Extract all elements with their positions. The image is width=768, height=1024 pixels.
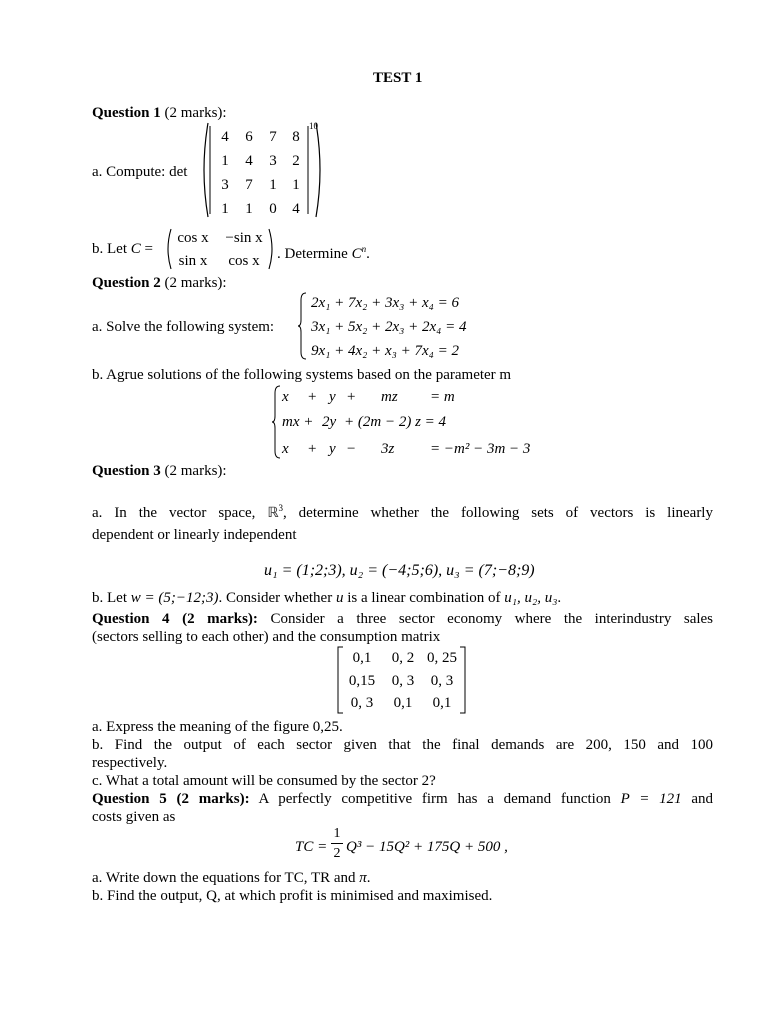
q3-heading (92, 462, 227, 480)
q2b-s3-rhs: = −m² − 3m − 3 (430, 441, 531, 457)
q2-marks: (2 marks): (164, 275, 227, 291)
q4-marks: (2 marks): (182, 611, 258, 627)
q1-heading (92, 104, 227, 122)
q5-frac-bar (331, 843, 343, 844)
q3-marks: (2 marks): (164, 463, 227, 479)
q3b-u: u (335, 590, 344, 606)
q1-matrix-cell: 1 (292, 177, 300, 193)
q1-outer-right-paren (315, 122, 325, 218)
q2b-s2-term: mx + (282, 414, 314, 430)
q3a-space-exp: 3 (278, 503, 284, 513)
q2a-equation-3: 9x₁ + 4x₂ + x₃ + 7x₄ = 2 (311, 343, 459, 359)
q5-tc-rhs: Q³ − 15Q² + 175Q + 500 , (346, 839, 508, 855)
q1-matrix-cell: 6 (245, 129, 253, 145)
q2a-brace (297, 292, 307, 360)
q1-matrix-cell: 3 (269, 153, 277, 169)
q2b-s3-term: 3z (381, 441, 395, 457)
q2b-s1-term: mz (381, 389, 398, 405)
q1-matrix-cell: 1 (269, 177, 277, 193)
q1-matrix-cell: 8 (292, 129, 300, 145)
q4b-line-1: b. Find the output of each sector given that the final demands are 200, 150 and 100 (92, 737, 713, 753)
q1-matrix-cell: 0 (269, 201, 277, 217)
q3b-mid2: is a linear combination of (347, 590, 501, 606)
q1b-matrix-cell: −sin x (225, 230, 263, 246)
q4-matrix-cell: 0, 3 (430, 673, 454, 689)
q2a-label: a. Solve the following system: (92, 319, 275, 335)
q5b: b. Find the output, Q, at which profit is minimised and maximised. (92, 888, 493, 904)
q1b-eq: = (144, 241, 153, 257)
q1b-let: b. Let (92, 241, 127, 257)
q1-matrix-cell: 1 (221, 201, 229, 217)
q4-matrix-cell: 0,15 (348, 673, 376, 689)
q4-matrix-cell: 0, 25 (427, 650, 457, 666)
q2b-s3-term: y (329, 441, 336, 457)
q5a (92, 869, 371, 887)
q1-matrix-cell: 1 (221, 153, 229, 169)
q4-intro-line-2: (sectors selling to each other) and the consumption matrix (92, 629, 441, 645)
q3a-post: , determine whether the following sets of vectors is linearly (283, 505, 713, 521)
q3b-pre: b. Let (92, 590, 127, 606)
q2b-s2-term: 2y (322, 414, 337, 430)
q1-marks: (2 marks): (164, 105, 227, 121)
q5-intro-line-2: costs given as (92, 809, 176, 825)
q1-heading-label: Question 1 (92, 105, 161, 121)
q3b-mid: . Consider whether (218, 590, 333, 606)
q1a-label: a. Compute: det (92, 164, 188, 180)
q3a-pre: a. In the vector space, (92, 505, 256, 521)
q2-heading (92, 274, 227, 292)
q3-heading-label: Question 3 (92, 463, 161, 479)
q1-matrix-cell: 2 (292, 153, 300, 169)
q2a-equation-1: 2x₁ + 7x₂ + 3x₃ + x₄ = 6 (311, 295, 459, 311)
q1b-label (92, 240, 153, 258)
q2-heading-label: Question 2 (92, 275, 161, 291)
q4-matrix-cell: 0,1 (432, 695, 452, 711)
q1-matrix-cell: 3 (221, 177, 229, 193)
q3b-w: w = (5;−12;3) (130, 590, 219, 606)
q4b-line-2: respectively. (92, 755, 168, 771)
q1b-var: C (130, 241, 141, 257)
q2a-equation-2: 3x₁ + 5x₂ + 2x₃ + 2x₄ = 4 (311, 319, 467, 335)
q4c: c. What a total amount will be consumed by the sector 2? (92, 773, 436, 789)
real-space-symbol: ℝ (267, 505, 279, 521)
page-title: TEST 1 (373, 70, 423, 86)
q5-intro-pre: A perfectly competitive firm has a demand function (258, 791, 611, 807)
q1b-matrix-cell: sin x (178, 253, 208, 269)
q1b-end: . (366, 246, 370, 262)
q4-matrix-cell: 0,1 (352, 650, 372, 666)
q5-frac-den: 2 (333, 846, 341, 861)
q4-intro-line-1 (92, 610, 713, 628)
q1b-target: C (351, 246, 362, 262)
q5a-pi: π (359, 870, 367, 886)
q2b-s1-term: x (282, 389, 289, 405)
q4-matrix-cell: 0, 2 (391, 650, 415, 666)
q5-intro-post: and (691, 791, 714, 807)
q2b-s2-rest: + (2m − 2) z = 4 (344, 414, 447, 430)
q1b-determine: . Determine (277, 246, 348, 262)
q4-intro-1: Consider a three sector economy where the interindustry sales (270, 611, 714, 627)
q2b-s1-op: + (308, 389, 317, 405)
q3b-list: u₁, u₂, u₃ (504, 590, 558, 606)
q5-intro-line-1 (92, 790, 713, 808)
q1b-determine-line (277, 240, 370, 263)
q5-tc-lhs: TC = (295, 839, 328, 855)
q4a: a. Express the meaning of the figure 0,25. (92, 719, 343, 735)
q2b-label: b. Agrue solutions of the following systems based on the parameter m (92, 367, 512, 383)
q1-power: 10 (309, 121, 318, 131)
q2b-s1-term: y (329, 389, 336, 405)
q1-matrix-cell: 4 (292, 201, 300, 217)
q2b-brace (271, 385, 281, 459)
q2b-s3-op: + (308, 441, 317, 457)
q1b-matrix-cell: cos x (228, 253, 260, 269)
q4-matrix-cell: 0, 3 (350, 695, 374, 711)
q3b-end: . (557, 590, 562, 606)
q4-matrix-cell: 0,1 (393, 695, 413, 711)
q1-matrix-cell: 7 (245, 177, 253, 193)
q1b-target-exp: n (361, 244, 367, 254)
q1-matrix-cell: 1 (245, 201, 253, 217)
q2b-s1-rhs: = m (430, 389, 455, 405)
q4-matrix-cell: 0, 3 (391, 673, 415, 689)
q5-marks: (2 marks): (176, 791, 250, 807)
q5a-end: . (366, 870, 371, 886)
q3b-line (92, 589, 561, 607)
q1b-matrix-cell: cos x (177, 230, 209, 246)
q2b-s3-op: − (347, 441, 356, 457)
q5a-pre: a. Write down the equations for TC, TR and (92, 870, 356, 886)
q3a-line-2: dependent or linearly independent (92, 527, 297, 543)
q2b-s3-term: x (282, 441, 289, 457)
q5-frac-num: 1 (333, 826, 341, 841)
q1-matrix-cell: 7 (269, 129, 277, 145)
q4-heading-label: Question 4 (92, 611, 170, 627)
q5-heading-label: Question 5 (92, 791, 167, 807)
q5-intro-p: P = 121 (620, 791, 682, 807)
q3a-vectors: u₁ = (1;2;3), u₂ = (−4;5;6), u₃ = (7;−8;9) (264, 562, 535, 579)
q1-matrix-cell: 4 (221, 129, 229, 145)
q3a-line-1 (92, 499, 713, 522)
q2b-s1-op: + (347, 389, 356, 405)
q1-matrix-cell: 4 (245, 153, 253, 169)
